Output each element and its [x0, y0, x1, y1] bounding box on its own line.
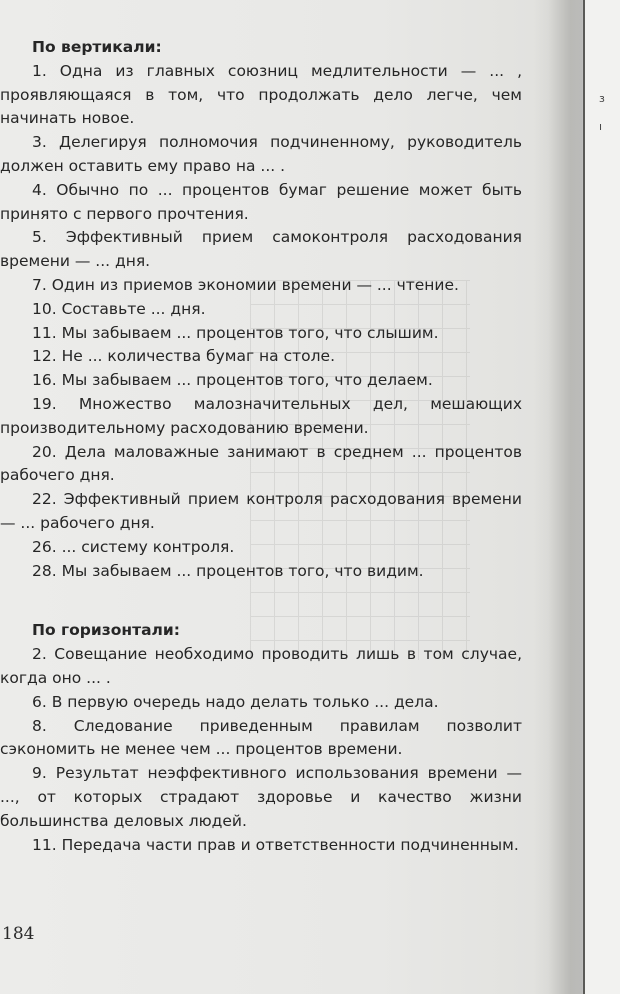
vertical-clue-20: 20. Дела маловажные занимают в среднем ... процентов рабочего дня.	[0, 442, 522, 485]
book-gutter-shadow	[548, 0, 588, 994]
vertical-clue-16: 16. Мы забываем ... процентов того, что делаем.	[32, 371, 433, 390]
facing-page-edge	[585, 0, 620, 994]
horizontal-clue-2: 2. Совещание необходимо проводить лишь в том случае, когда оно ... .	[0, 645, 522, 687]
vertical-clue-3: 3. Делегируя полномочия подчиненному, руководитель должен оставить ему право на ... .	[0, 133, 522, 175]
vertical-clue-1: 1. Одна из главных союзниц медлительности — ... , проявляющаяся в том, что продолжать дело легче, чем начинать новое.	[0, 61, 522, 128]
facing-page-mark: ı	[599, 120, 603, 133]
vertical-clue-7: 7. Один из приемов экономии времени — ... чтение.	[32, 275, 459, 294]
vertical-clue-10: 10. Составьте ... дня.	[32, 299, 206, 318]
horizontal-clue-9: 9. Результат неэффективного использования времени — ..., от которых страдают здоровье и качество жизни большинства деловых людей.	[0, 764, 522, 830]
vertical-clue-28: 28. Мы забываем ... процентов того, что видим.	[32, 561, 424, 580]
vertical-clue-11: 11. Мы забываем ... процентов того, что слышим.	[32, 323, 439, 342]
vertical-clue-22: 22. Эффективный прием контроля расходования времени — ... рабочего дня.	[0, 490, 522, 532]
vertical-clue-5: 5. Эффективный прием самоконтроля расходования времени — ... дня.	[0, 228, 522, 271]
page-number: 184	[2, 924, 35, 944]
horizontal-heading: По горизонтали:	[32, 621, 180, 640]
vertical-clue-26: 26. ... систему контроля.	[32, 537, 235, 556]
facing-page-mark: з	[599, 92, 605, 105]
horizontal-clue-11: 11. Передача части прав и ответственности подчиненным.	[32, 835, 519, 854]
horizontal-clue-8: 8. Следование приведенным правилам позволит сэкономить не менее чем ... процентов времени.	[0, 716, 522, 759]
crossword-clues	[0, 36, 522, 857]
horizontal-clue-6: 6. В первую очередь надо делать только ... дела.	[32, 692, 439, 711]
vertical-clue-4: 4. Обычно по ... процентов бумаг решение может быть принято с первого прочтения.	[0, 180, 522, 223]
vertical-clue-12: 12. Не ... количества бумаг на столе.	[32, 347, 335, 366]
vertical-clue-19: 19. Множество малозначительных дел, мешающих производительному расходованию времени.	[0, 394, 522, 437]
vertical-heading: По вертикали:	[32, 38, 162, 56]
